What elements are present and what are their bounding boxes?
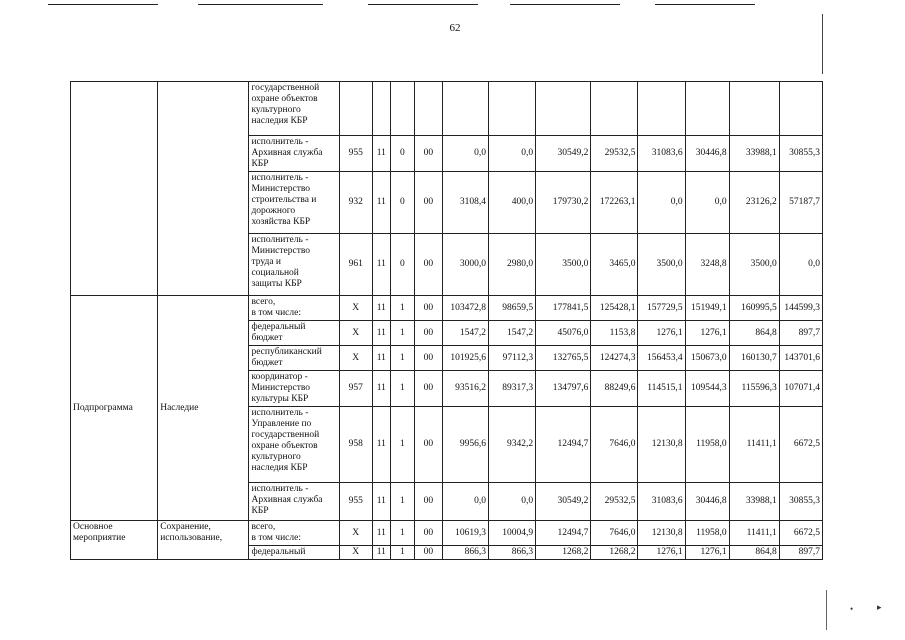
value-cell: 00 (414, 234, 442, 296)
value-cell: 160130,7 (729, 346, 779, 371)
value-cell: 1276,1 (638, 321, 685, 346)
value-cell: 1 (390, 546, 414, 560)
value-cell: 864,8 (729, 546, 779, 560)
value-cell (390, 82, 414, 136)
value-cell: 115596,3 (729, 371, 779, 407)
value-cell: 11 (372, 521, 390, 546)
value-cell: 00 (414, 321, 442, 346)
value-cell: 0 (390, 234, 414, 296)
value-cell: 103472,8 (442, 296, 488, 321)
value-cell: 1153,8 (591, 321, 638, 346)
value-cell (414, 82, 442, 136)
value-cell (536, 82, 591, 136)
value-cell: 10619,3 (442, 521, 488, 546)
value-cell (489, 82, 536, 136)
value-cell: 9956,6 (442, 407, 488, 483)
value-cell: 864,8 (729, 321, 779, 346)
value-cell: 33988,1 (729, 483, 779, 521)
value-cell: 1268,2 (591, 546, 638, 560)
value-cell: 0,0 (489, 483, 536, 521)
value-cell: 89317,3 (489, 371, 536, 407)
page-number: 62 (449, 22, 461, 34)
value-cell (372, 82, 390, 136)
table-row (71, 296, 823, 321)
value-cell: 11 (372, 346, 390, 371)
value-cell: 30446,8 (685, 483, 729, 521)
value-cell: 124274,3 (591, 346, 638, 371)
subprogram-type: Подпрограмма (71, 296, 158, 521)
value-cell: 31083,6 (638, 483, 685, 521)
value-cell: 00 (414, 296, 442, 321)
row-description: всего, в том числе: (249, 296, 339, 321)
value-cell: 955 (339, 136, 372, 172)
value-cell: 0,0 (489, 136, 536, 172)
header-rule (655, 4, 755, 5)
value-cell: X (339, 346, 372, 371)
value-cell: 9342,2 (489, 407, 536, 483)
value-cell: 101925,6 (442, 346, 488, 371)
row-description: исполнитель - Архивная служба КБР (249, 136, 339, 172)
value-cell: 961 (339, 234, 372, 296)
value-cell (442, 82, 488, 136)
value-cell: 45076,0 (536, 321, 591, 346)
value-cell: 3500,0 (536, 234, 591, 296)
value-cell (591, 82, 638, 136)
measure-name: Сохранение, использование, (158, 521, 249, 560)
value-cell: 160995,5 (729, 296, 779, 321)
value-cell: 897,7 (779, 546, 822, 560)
header-rule (368, 4, 478, 5)
value-cell: 97112,3 (489, 346, 536, 371)
row-description: исполнитель - Министерство труда и социальной защиты КБР (249, 234, 339, 296)
value-cell: 1 (390, 521, 414, 546)
value-cell: 0 (390, 172, 414, 234)
value-cell: 11411,1 (729, 521, 779, 546)
row-description: координатор - Министерство культуры КБР (249, 371, 339, 407)
row-description: государственной охране объектов культурного наследия КБР (249, 82, 339, 136)
value-cell: 1 (390, 407, 414, 483)
row-description: исполнитель - Министерство строительства и дорожного хозяйства КБР (249, 172, 339, 234)
row-description: федеральный (249, 546, 339, 560)
value-cell: 955 (339, 483, 372, 521)
row-description: республиканский бюджет (249, 346, 339, 371)
value-cell: 1268,2 (536, 546, 591, 560)
value-cell: 00 (414, 371, 442, 407)
value-cell: 7646,0 (591, 521, 638, 546)
value-cell (729, 82, 779, 136)
value-cell: 57187,7 (779, 172, 822, 234)
value-cell: 1 (390, 371, 414, 407)
value-cell: 0,0 (638, 172, 685, 234)
row-description: всего, в том числе: (249, 521, 339, 546)
value-cell (638, 82, 685, 136)
value-cell: 132765,5 (536, 346, 591, 371)
value-cell: X (339, 296, 372, 321)
value-cell: 866,3 (442, 546, 488, 560)
measure-type: Основное мероприятие (71, 521, 158, 560)
table-row (71, 82, 823, 136)
scan-margin-line (826, 590, 827, 630)
value-cell: 00 (414, 407, 442, 483)
value-cell: 11411,1 (729, 407, 779, 483)
value-cell: 1276,1 (685, 546, 729, 560)
value-cell: 3500,0 (729, 234, 779, 296)
scan-speck: • (850, 604, 854, 614)
value-cell: 1547,2 (442, 321, 488, 346)
value-cell: 6672,5 (779, 407, 822, 483)
value-cell: 30855,3 (779, 483, 822, 521)
header-rule (198, 4, 323, 5)
value-cell: 11 (372, 136, 390, 172)
value-cell: 11958,0 (685, 521, 729, 546)
value-cell: 0,0 (779, 234, 822, 296)
value-cell: 156453,4 (638, 346, 685, 371)
continuation-cell (158, 82, 249, 296)
value-cell: 958 (339, 407, 372, 483)
value-cell (779, 82, 822, 136)
value-cell: 179730,2 (536, 172, 591, 234)
value-cell: 11 (372, 172, 390, 234)
value-cell: 93516,2 (442, 371, 488, 407)
value-cell: 00 (414, 346, 442, 371)
value-cell: 11 (372, 321, 390, 346)
value-cell: 157729,5 (638, 296, 685, 321)
value-cell: 3248,8 (685, 234, 729, 296)
value-cell: 31083,6 (638, 136, 685, 172)
value-cell: 0,0 (442, 136, 488, 172)
value-cell: 0,0 (685, 172, 729, 234)
value-cell: 29532,5 (591, 483, 638, 521)
value-cell: 12130,8 (638, 407, 685, 483)
value-cell: 177841,5 (536, 296, 591, 321)
value-cell: 1276,1 (638, 546, 685, 560)
value-cell: 11 (372, 483, 390, 521)
value-cell: 109544,3 (685, 371, 729, 407)
value-cell: 1547,2 (489, 321, 536, 346)
value-cell: X (339, 321, 372, 346)
value-cell: 30549,2 (536, 483, 591, 521)
value-cell: 866,3 (489, 546, 536, 560)
value-cell: 00 (414, 172, 442, 234)
value-cell: 6672,5 (779, 521, 822, 546)
value-cell: 957 (339, 371, 372, 407)
scan-margin-line (822, 14, 823, 74)
subprogram-name: Наследие (158, 296, 249, 521)
value-cell: 11 (372, 371, 390, 407)
value-cell: 00 (414, 136, 442, 172)
value-cell: 897,7 (779, 321, 822, 346)
value-cell: 3465,0 (591, 234, 638, 296)
table-row (71, 521, 823, 546)
value-cell: 1 (390, 296, 414, 321)
value-cell: 11 (372, 407, 390, 483)
value-cell: 143701,6 (779, 346, 822, 371)
budget-table (70, 81, 823, 560)
value-cell: 29532,5 (591, 136, 638, 172)
value-cell: 12130,8 (638, 521, 685, 546)
value-cell (339, 82, 372, 136)
value-cell: 1 (390, 346, 414, 371)
value-cell: 12494,7 (536, 407, 591, 483)
value-cell: 23126,2 (729, 172, 779, 234)
value-cell: 3000,0 (442, 234, 488, 296)
value-cell: 3500,0 (638, 234, 685, 296)
continuation-cell (71, 82, 158, 296)
value-cell: 1 (390, 321, 414, 346)
value-cell: 2980,0 (489, 234, 536, 296)
value-cell: 150673,0 (685, 346, 729, 371)
value-cell: 11 (372, 234, 390, 296)
row-description: исполнитель - Архивная служба КБР (249, 483, 339, 521)
value-cell: 11958,0 (685, 407, 729, 483)
value-cell: 98659,5 (489, 296, 536, 321)
value-cell: 144599,3 (779, 296, 822, 321)
row-description: федеральный бюджет (249, 321, 339, 346)
value-cell: 107071,4 (779, 371, 822, 407)
value-cell: 00 (414, 546, 442, 560)
value-cell: 932 (339, 172, 372, 234)
value-cell: 11 (372, 546, 390, 560)
value-cell: 151949,1 (685, 296, 729, 321)
value-cell: 12494,7 (536, 521, 591, 546)
value-cell (685, 82, 729, 136)
value-cell: 11 (372, 296, 390, 321)
value-cell: 0,0 (442, 483, 488, 521)
value-cell: 00 (414, 521, 442, 546)
header-rule (48, 4, 158, 5)
value-cell: X (339, 546, 372, 560)
value-cell: 88249,6 (591, 371, 638, 407)
scan-speck: ▸ (877, 602, 882, 612)
value-cell: 7646,0 (591, 407, 638, 483)
value-cell: 172263,1 (591, 172, 638, 234)
value-cell: 33988,1 (729, 136, 779, 172)
value-cell: 114515,1 (638, 371, 685, 407)
header-rule (510, 4, 620, 5)
value-cell: 1276,1 (685, 321, 729, 346)
value-cell: 10004,9 (489, 521, 536, 546)
value-cell: 3108,4 (442, 172, 488, 234)
value-cell: 134797,6 (536, 371, 591, 407)
value-cell: 30446,8 (685, 136, 729, 172)
value-cell: 400,0 (489, 172, 536, 234)
value-cell: 0 (390, 136, 414, 172)
value-cell: 125428,1 (591, 296, 638, 321)
row-description: исполнитель - Управление по государственной охране объектов культурного наследия КБР (249, 407, 339, 483)
value-cell: 1 (390, 483, 414, 521)
value-cell: 30855,3 (779, 136, 822, 172)
value-cell: 30549,2 (536, 136, 591, 172)
value-cell: 00 (414, 483, 442, 521)
value-cell: X (339, 521, 372, 546)
